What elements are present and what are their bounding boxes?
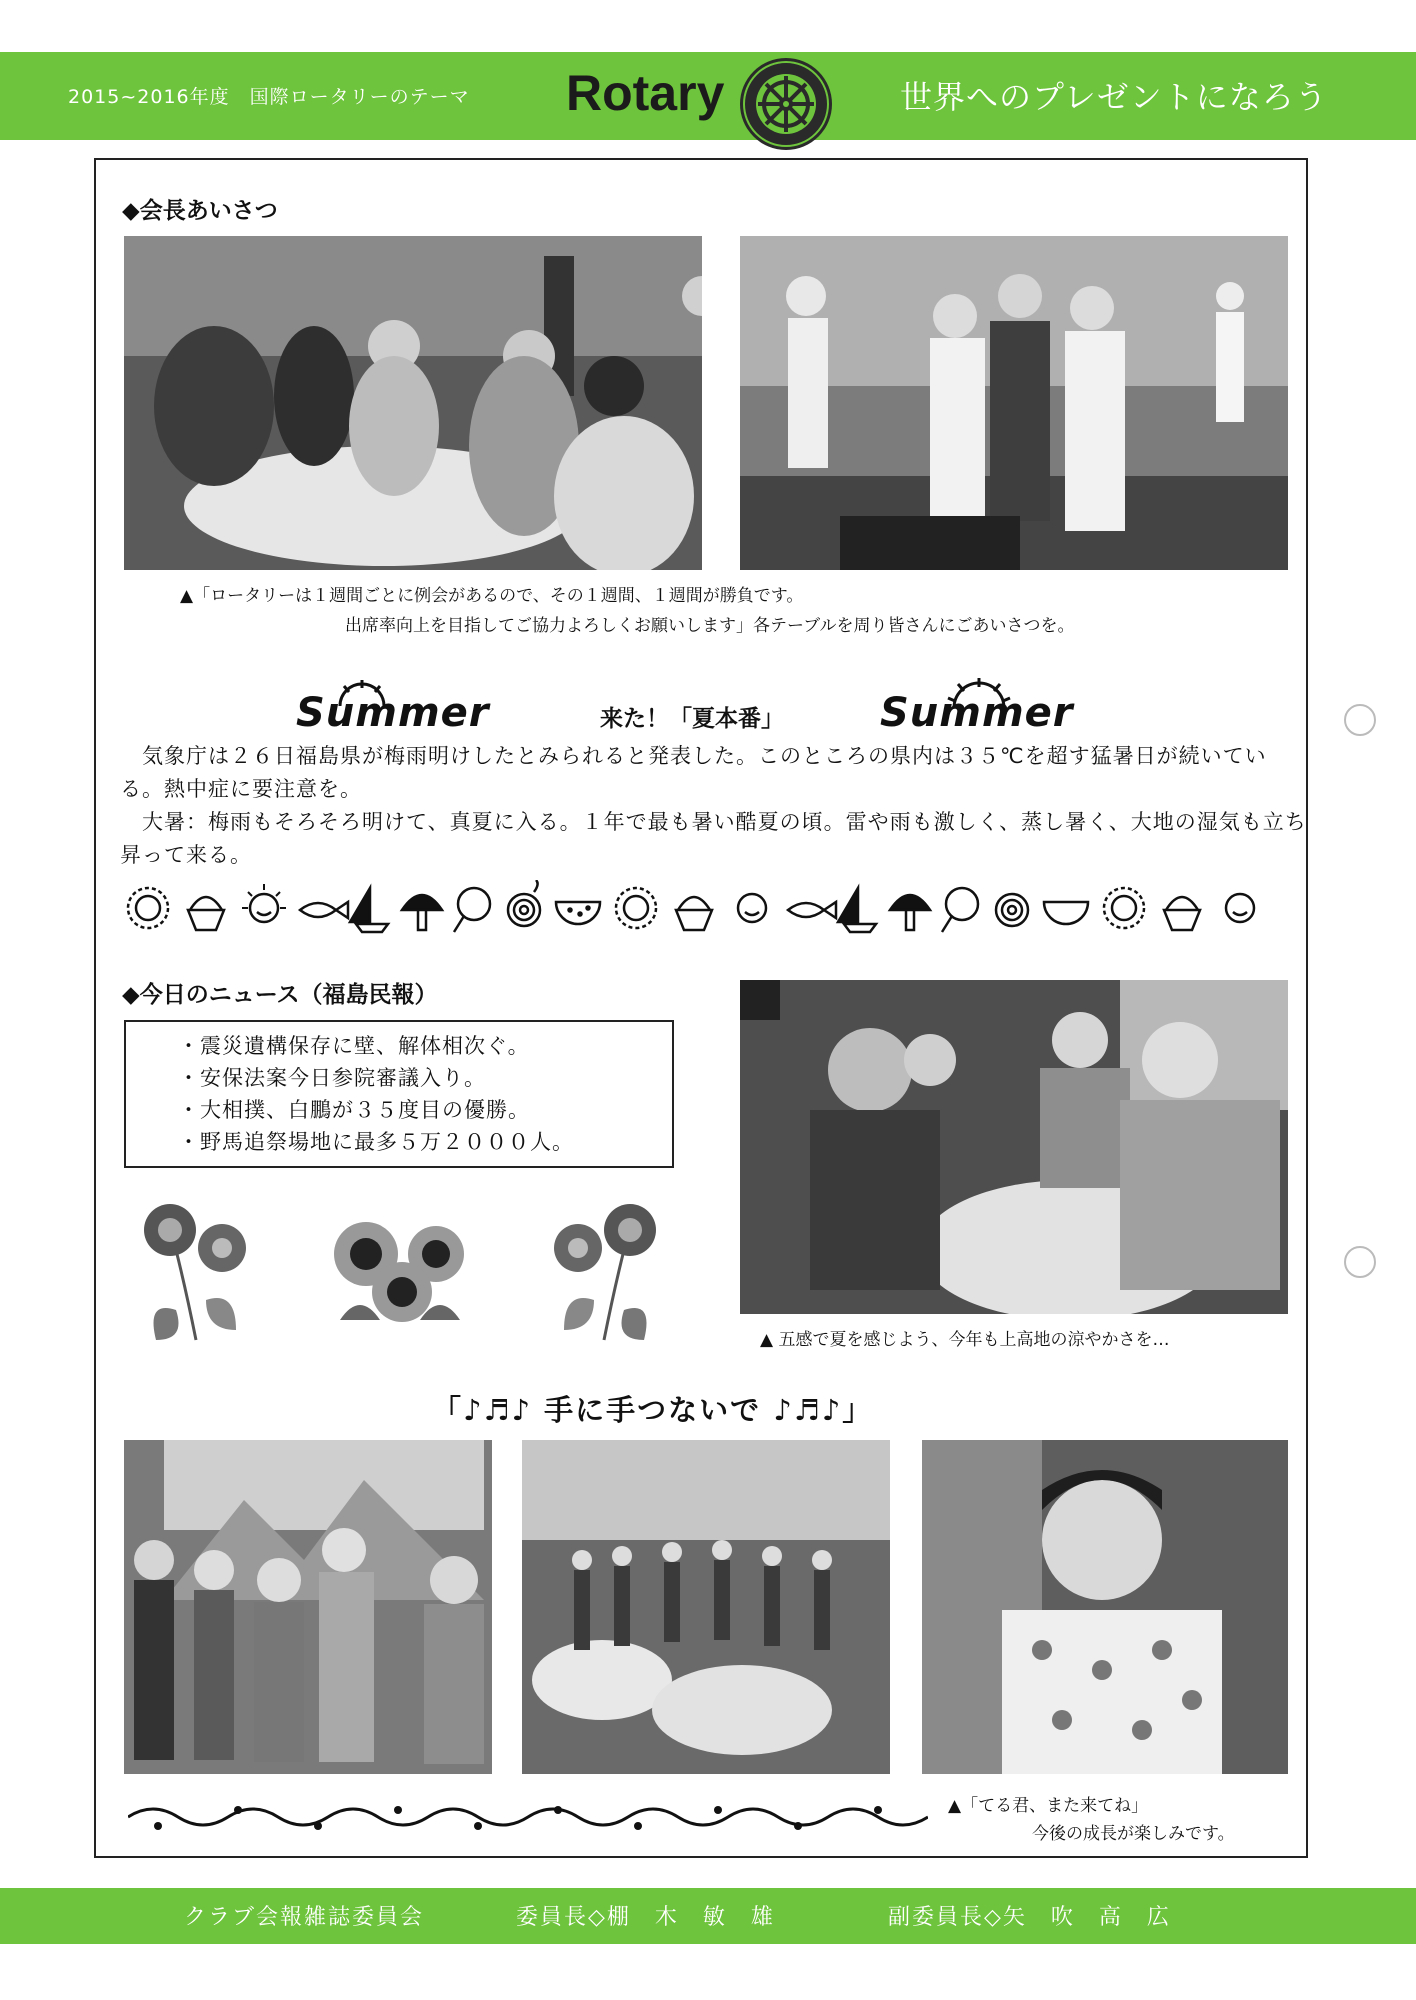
news-item: ・大相撲、白鵬が３５度目の優勝。 bbox=[178, 1098, 530, 1122]
summer-title: 来た！「夏本番」 bbox=[600, 706, 784, 732]
sunflower-icon bbox=[128, 888, 168, 928]
committee-vice-chair: 副委員長◇矢 吹 高 広 bbox=[888, 1905, 1171, 1930]
theme-slogan: 世界へのプレゼントになろう bbox=[900, 78, 1328, 116]
sun-face-icon bbox=[1226, 894, 1254, 922]
news-heading: ◆今日のニュース（福島民報） bbox=[122, 982, 438, 1008]
binder-hole bbox=[1344, 704, 1376, 736]
summer-word-right: Summer bbox=[880, 690, 1074, 736]
sunflower-icon bbox=[320, 1210, 480, 1330]
photo-clapping-table bbox=[740, 980, 1288, 1314]
news-item: ・震災遺構保存に壁、解体相次ぐ。 bbox=[178, 1034, 530, 1058]
mosquito-coil-icon bbox=[996, 894, 1028, 926]
photo-dinner-tables bbox=[124, 236, 702, 570]
child-caption-line1: ▲「てる君、また来てね」 bbox=[948, 1796, 1149, 1816]
sunflower-icon bbox=[616, 888, 656, 928]
sailboat-icon bbox=[838, 888, 876, 932]
heatwave-paragraph: 気象庁は２６日福島県が梅雨明けしたとみられると発表した。このところの県内は３５℃を超す猛暑日が続いている。熱中症に要注意を。 bbox=[120, 744, 1267, 801]
sun-face-icon bbox=[738, 894, 766, 922]
sailboat-icon bbox=[350, 888, 388, 932]
shaved-ice-icon bbox=[1164, 897, 1200, 930]
news-item: ・野馬追祭場地に最多５万２０００人。 bbox=[178, 1130, 574, 1154]
watermelon-icon bbox=[1044, 902, 1088, 924]
theme-year-label: 2015~2016年度 国際ロータリーのテーマ bbox=[68, 86, 470, 108]
photo-band-stage bbox=[740, 236, 1288, 570]
fish-icon bbox=[788, 902, 836, 918]
rotary-wheel-icon bbox=[734, 52, 838, 156]
committee-chair: 委員長◇棚 木 敏 雄 bbox=[516, 1905, 775, 1930]
child-caption-line2: 今後の成長が楽しみです。 bbox=[1032, 1824, 1235, 1844]
fan-icon bbox=[454, 888, 490, 932]
morning-glory-icon bbox=[544, 1190, 664, 1350]
sun-face-icon bbox=[242, 884, 286, 922]
binder-hole bbox=[1344, 1246, 1376, 1278]
news-item: ・安保法案今日参院審議入り。 bbox=[178, 1066, 486, 1090]
footer-band bbox=[0, 1888, 1416, 1944]
rotary-logo-word: Rotary bbox=[566, 65, 725, 121]
watermelon-icon bbox=[556, 902, 600, 924]
summer-icon-border bbox=[124, 880, 1300, 936]
mushroom-icon bbox=[402, 895, 442, 930]
news-photo-caption: ▲ 五感で夏を感じよう、今年も上高地の涼やかさを… bbox=[760, 1330, 1170, 1350]
photo-child bbox=[922, 1440, 1288, 1774]
shaved-ice-icon bbox=[188, 897, 224, 930]
music-note-border bbox=[128, 1796, 928, 1838]
president-greeting-heading: ◆会長あいさつ bbox=[122, 198, 278, 224]
news-box bbox=[124, 1020, 674, 1168]
greeting-caption-line1: ▲「ロータリーは１週間ごとに例会があるので、その１週間、１週間が勝負です。 bbox=[180, 586, 804, 606]
photo-singing-group bbox=[124, 1440, 492, 1774]
song-title: 「♪♬♪ 手に手つないで ♪♬♪」 bbox=[432, 1393, 874, 1427]
summer-word-left: Summer bbox=[296, 690, 490, 736]
taisho-paragraph: 大暑：梅雨もそろそろ明けて、真夏に入る。１年で最も暑い酷夏の頃。雷や雨も激しく、蒸し暑く、大地の湿気も立ち昇って来る。 bbox=[120, 810, 1307, 867]
mosquito-coil-icon bbox=[508, 880, 540, 926]
photo-holding-hands bbox=[522, 1440, 890, 1774]
fish-icon bbox=[300, 902, 348, 918]
header-band bbox=[0, 52, 1416, 140]
mushroom-icon bbox=[890, 895, 930, 930]
morning-glory-icon bbox=[136, 1190, 256, 1350]
shaved-ice-icon bbox=[676, 897, 712, 930]
greeting-caption-line2: 出席率向上を目指してご協力よろしくお願いします」各テーブルを周り皆さんにごあいさつを。 bbox=[345, 616, 1075, 636]
committee-name: クラブ会報雑誌委員会 bbox=[184, 1905, 425, 1930]
fan-icon bbox=[942, 888, 978, 932]
sunflower-icon bbox=[1104, 888, 1144, 928]
